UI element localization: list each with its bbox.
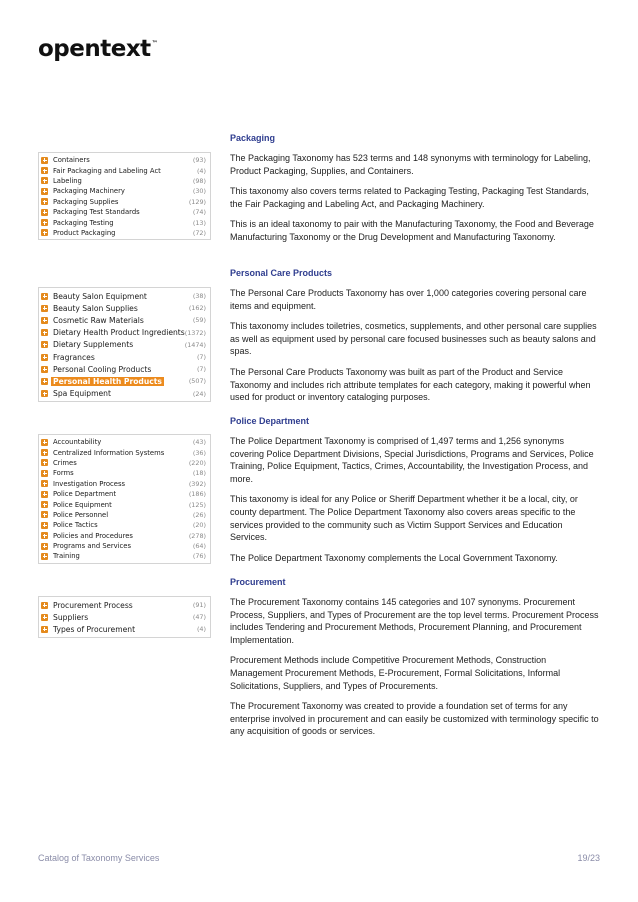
tree-item-label: Dietary Supplements [53, 340, 134, 350]
tree-item[interactable] [39, 599, 210, 611]
tree-item-count: (64) [192, 542, 206, 551]
section-title: Personal Care Products [230, 268, 333, 278]
tree-item-count: (4) [196, 166, 206, 175]
tree-item-label: Types of Procurement [53, 624, 136, 634]
tree-item[interactable] [39, 510, 210, 520]
tree-item-label: Personal Health Products [53, 376, 162, 386]
tree-item[interactable] [39, 363, 210, 375]
tree-item-label: Forms [53, 469, 74, 478]
section-title: Packaging [230, 133, 276, 143]
plus-box-icon[interactable] [41, 177, 48, 184]
plus-box-icon[interactable] [41, 167, 48, 174]
footer-catalog-title: Catalog of Taxonomy Services [38, 853, 160, 863]
tree-item-count: (392) [188, 479, 206, 488]
tree-item[interactable] [39, 479, 210, 489]
tree-item[interactable] [39, 290, 210, 302]
tree-item-label: Suppliers [53, 612, 89, 622]
tree-item-label: Beauty Salon Supplies [53, 303, 138, 313]
tree-item-count: (38) [192, 292, 206, 301]
plus-box-icon[interactable] [41, 511, 48, 518]
tree-item-count: (186) [188, 490, 206, 499]
plus-box-icon[interactable] [41, 532, 48, 539]
tree-item-label: Police Equipment [53, 500, 112, 509]
tree-item[interactable] [39, 375, 210, 387]
tree-item-count: (507) [188, 377, 206, 386]
tree-item[interactable] [39, 186, 210, 196]
tree-item-count: (129) [188, 197, 206, 206]
plus-box-icon[interactable] [41, 390, 48, 397]
tree-item-label: Containers [53, 156, 90, 165]
plus-box-icon[interactable] [41, 449, 48, 456]
tree-item-label: Labeling [53, 176, 82, 185]
paragraph: The Police Department Taxonomy is comprised of 1,497 terms and 1,256 synonyms covering Police Department Divisions, Special Jurisdictions, Programs and Services, Police Training, Police Equipment, Tactics, Crimes, Accountability, the Investigation Process, and more. [230, 436, 594, 484]
tree-item[interactable] [39, 531, 210, 541]
tree-item[interactable] [39, 339, 210, 351]
tree-item[interactable] [39, 302, 210, 314]
tree-item-count: (36) [192, 448, 206, 457]
paragraph: This taxonomy also covers terms related to Packaging Testing, Packaging Test Standards, the Fair Packaging and Labeling Act, and Packaging Machinery. [230, 186, 589, 209]
tree-item-count: (1372) [184, 328, 206, 337]
tree-item-label: Beauty Salon Equipment [53, 291, 147, 301]
tree-item-label: Cosmetic Raw Materials [53, 315, 144, 325]
tree-item[interactable] [39, 520, 210, 530]
tree-item-label: Procurement Process [53, 600, 133, 610]
tree-item-label: Police Tactics [53, 521, 98, 530]
plus-box-icon[interactable] [41, 480, 48, 487]
tree-item[interactable] [39, 197, 210, 207]
paragraph: The Procurement Taxonomy contains 145 categories and 107 synonyms. Procurement Process, Suppliers, and Types of Procurement are the top level terms. Procurement Process includes Tendering and Procurement Methods, Procurement Planning, and Procurement Implementation. [230, 597, 599, 645]
tree-item-label: Packaging Test Standards [53, 208, 140, 217]
tree-item-count: (18) [192, 469, 206, 478]
tree-item-count: (13) [192, 218, 206, 227]
tree-item-count: (162) [188, 304, 206, 313]
tree-item-label: Crimes [53, 458, 77, 467]
packaging-tree [38, 152, 211, 240]
plus-box-icon[interactable] [41, 543, 48, 550]
tree-item-label: Programs and Services [53, 542, 131, 551]
tree-item-count: (7) [196, 365, 206, 374]
plus-box-icon[interactable] [41, 317, 48, 324]
tree-item[interactable] [39, 165, 210, 175]
tree-item-count: (4) [196, 625, 206, 634]
tree-item-label: Personal Cooling Products [53, 364, 152, 374]
plus-box-icon[interactable] [41, 459, 48, 466]
tree-item-count: (1474) [184, 340, 206, 349]
tree-item-count: (220) [188, 458, 206, 467]
plus-box-icon[interactable] [41, 602, 48, 609]
plus-box-icon[interactable] [41, 188, 48, 195]
plus-box-icon[interactable] [41, 219, 48, 226]
paragraph: The Procurement Taxonomy was created to provide a foundation set of terms for any enterprise involved in procurement and can easily be customized with terminology specific to any acquisition of goods or services. [230, 701, 599, 737]
paragraph: The Packaging Taxonomy has 523 terms and 148 synonyms with terminology for Labeling, Product Packaging, Supplies, and Containers. [230, 153, 591, 176]
tree-item-label: Police Personnel [53, 510, 109, 519]
plus-box-icon[interactable] [41, 329, 48, 336]
tree-item-count: (72) [192, 228, 206, 237]
tree-item-count: (74) [192, 208, 206, 217]
tree-item-label: Packaging Machinery [53, 187, 125, 196]
tree-item[interactable] [39, 447, 210, 457]
plus-box-icon[interactable] [41, 522, 48, 529]
tree-item-label: Policies and Procedures [53, 531, 133, 540]
tree-item-count: (30) [192, 187, 206, 196]
tree-item[interactable] [39, 611, 210, 623]
tree-item-count: (24) [192, 389, 206, 398]
tree-item-count: (76) [192, 552, 206, 561]
tree-item-count: (59) [192, 316, 206, 325]
plus-box-icon[interactable] [41, 366, 48, 373]
plus-box-icon[interactable] [41, 293, 48, 300]
paragraph: Procurement Methods include Competitive Procurement Methods, Construction Management Procurement Methods, E-Procurement, Formal Solicitations, Informal Solicitations, Suppliers, and Types of Procurements. [230, 655, 561, 691]
tree-item-label: Investigation Process [53, 479, 126, 488]
tree-item[interactable] [39, 207, 210, 217]
tree-item[interactable] [39, 327, 210, 339]
opentext-logo: opentext™ [38, 36, 158, 62]
plus-box-icon[interactable] [41, 626, 48, 633]
plus-box-icon[interactable] [41, 378, 48, 385]
paragraph: The Police Department Taxonomy complements the Local Government Taxonomy. [230, 552, 558, 563]
tree-item[interactable] [39, 388, 210, 400]
plus-box-icon[interactable] [41, 553, 48, 560]
plus-box-icon[interactable] [41, 354, 48, 361]
tree-item-count: (47) [192, 613, 206, 622]
tree-item[interactable] [39, 155, 210, 165]
tree-item-label: Packaging Supplies [53, 197, 119, 206]
tree-item-label: Centralized Information Systems [53, 448, 165, 457]
tree-item-count: (43) [192, 438, 206, 447]
paragraph: The Personal Care Products Taxonomy has over 1,000 categories covering personal care items and equipment. [230, 288, 587, 311]
plus-box-icon[interactable] [41, 439, 48, 446]
tree-item-label: Spa Equipment [53, 389, 111, 399]
tree-item-label: Packaging Testing [53, 218, 114, 227]
tree-item[interactable] [39, 468, 210, 478]
paragraph: This taxonomy is ideal for any Police or Sheriff Department whether it be a local, city, or county department. The Police Department Taxonomy also covers areas specific to the services provided to the community such as Victim Support Services and Education Services. [230, 494, 578, 543]
section-police [230, 416, 600, 572]
tree-item[interactable] [39, 217, 210, 227]
procurement-tree [38, 596, 211, 638]
tree-item-label: Fragrances [53, 352, 95, 362]
plus-box-icon[interactable] [41, 209, 48, 216]
tree-item-label: Training [53, 552, 80, 561]
section-title: Police Department [230, 416, 310, 426]
section-procurement [230, 577, 600, 746]
tree-item[interactable] [39, 228, 210, 238]
plus-box-icon[interactable] [41, 501, 48, 508]
paragraph: The Personal Care Products Taxonomy was built as part of the Product and Service Taxonomy and includes rich attribute templates for each category, making it powerful when used for product or inventory cataloging purposes. [230, 366, 591, 403]
tree-item[interactable] [39, 499, 210, 509]
section-title: Procurement [230, 577, 286, 587]
tree-item[interactable] [39, 176, 210, 186]
tree-item[interactable] [39, 314, 210, 326]
tree-item-count: (91) [192, 601, 206, 610]
tree-item-label: Dietary Health Product Ingredients [53, 328, 185, 338]
tree-item[interactable] [39, 551, 210, 561]
tree-item[interactable] [39, 623, 210, 635]
section-packaging [230, 133, 600, 252]
plus-box-icon[interactable] [41, 229, 48, 236]
tree-item[interactable] [39, 437, 210, 447]
tree-item-label: Accountability [53, 438, 102, 447]
plus-box-icon[interactable] [41, 305, 48, 312]
tree-item-count: (278) [188, 531, 206, 540]
tree-item[interactable] [39, 351, 210, 363]
police-tree [38, 434, 211, 564]
personal-care-tree [38, 287, 211, 402]
tree-item-label: Product Packaging [53, 228, 116, 237]
tree-item-label: Police Department [53, 490, 117, 499]
tree-item-count: (20) [192, 521, 206, 530]
tree-item-label: Fair Packaging and Labeling Act [53, 166, 161, 175]
footer-page-number: 19/23 [577, 853, 600, 863]
tree-item-count: (26) [192, 510, 206, 519]
plus-box-icon[interactable] [41, 198, 48, 205]
tree-item-count: (125) [188, 500, 206, 509]
tree-item[interactable] [39, 458, 210, 468]
plus-box-icon[interactable] [41, 470, 48, 477]
section-personal-care [230, 268, 600, 412]
plus-box-icon[interactable] [41, 491, 48, 498]
paragraph: This is an ideal taxonomy to pair with the Manufacturing Taxonomy, the Food and Beverage Manufacturing Taxonomy or the Drug Development and Manufacturing Taxonomy. [230, 219, 594, 242]
plus-box-icon[interactable] [41, 341, 48, 348]
paragraph: This taxonomy includes toiletries, cosmetics, supplements, and other personal care supplies as well as equipment used by personal care focused businesses such as beauty salons and spas. [230, 321, 597, 357]
tree-item[interactable] [39, 541, 210, 551]
tree-item[interactable] [39, 489, 210, 499]
tree-item-count: (93) [192, 156, 206, 165]
tree-item-count: (7) [196, 353, 206, 362]
plus-box-icon[interactable] [41, 157, 48, 164]
plus-box-icon[interactable] [41, 614, 48, 621]
tree-item-count: (98) [192, 176, 206, 185]
